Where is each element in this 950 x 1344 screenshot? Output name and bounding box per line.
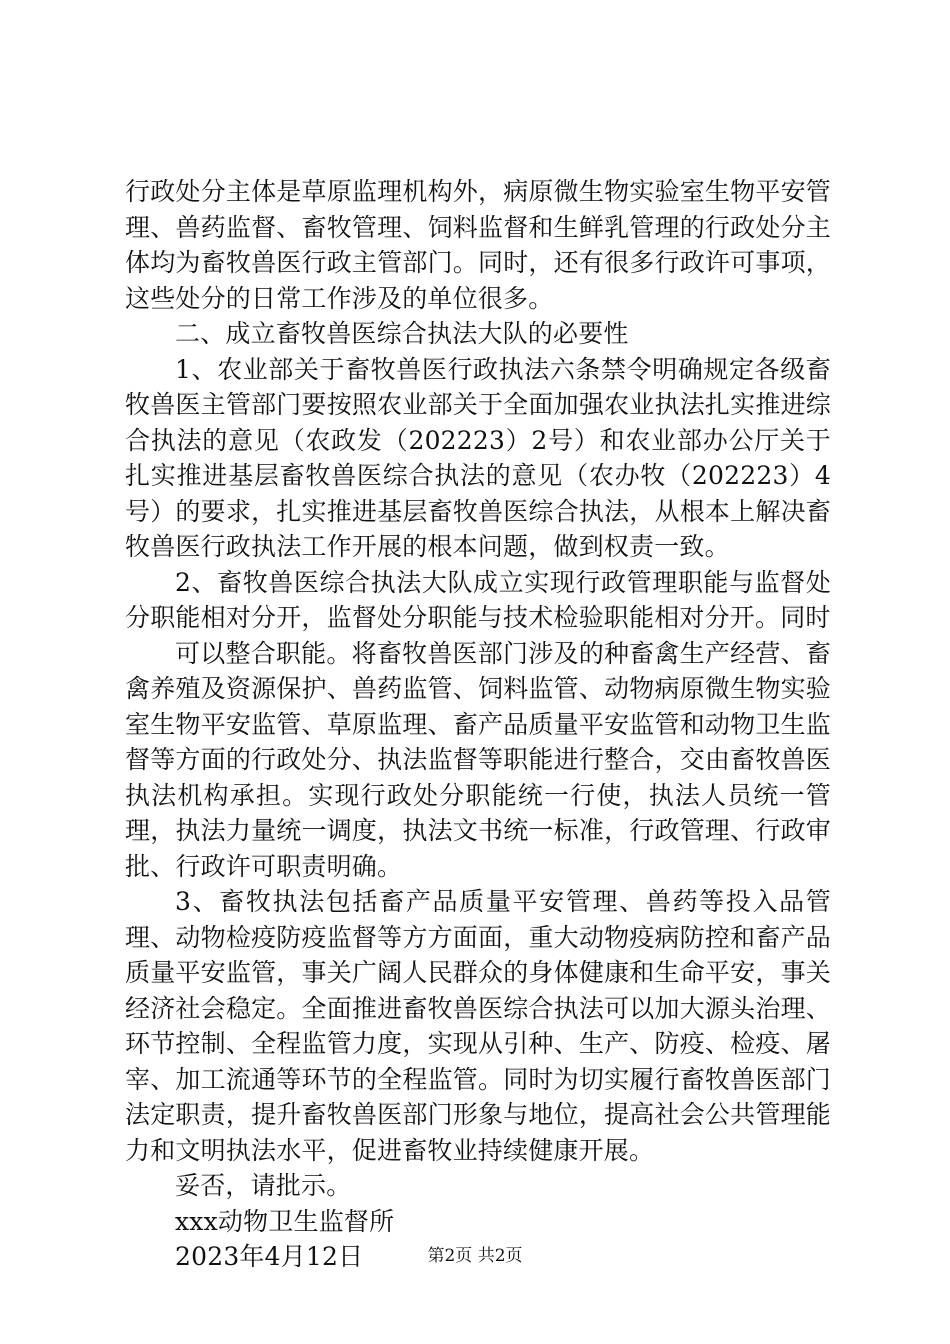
page-number-footer: 第2页 共2页 bbox=[427, 1246, 523, 1266]
section-heading: 二、成立畜牧兽医综合执法大队的必要性 bbox=[175, 319, 629, 348]
signature-org: xxx动物卫生监督所 bbox=[175, 1206, 395, 1236]
document-body bbox=[125, 174, 831, 1275]
paragraph-point-3: 3、畜牧执法包括畜产品质量平安管理、兽药等投入品管理、动物检疫防疫监督等方方面面，重大动物疫病防控和畜产品质量平安监管，事关广阔人民群众的身体健康和生命平安，事关经济社会稳定。全面推进畜牧兽医综合执法可以加大源头治理、环节控制、全程监管力度，实现从引种、生产、防疫、检疫、屠宰、加工流通等环节的全程监管。同时为切实履行畜牧兽医部门法定职责，提升畜牧兽医部门形象与地位，提高社会公共管理能力和文明执法水平，促进畜牧业持续健康开展。 bbox=[125, 887, 831, 1165]
signature-date: 2023年4月12日 bbox=[175, 1242, 364, 1271]
paragraph-continuation: 行政处分主体是草原监理机构外，病原微生物实验室生物平安管理、兽药监督、畜牧管理、饲料监督和生鲜乳管理的行政处分主体均为畜牧兽医行政主管部门。同时，还有很多行政许可事项，这些处分的日常工作涉及的单位很多。 bbox=[125, 177, 831, 313]
paragraph-point-2-continued: 可以整合职能。将畜牧兽医部门涉及的种畜禽生产经营、畜禽养殖及资源保护、兽药监管、饲料监管、动物病原微生物实验室生物平安监管、草原监理、畜产品质量平安监管和动物卫生监督等方面的行政处分、执法监督等职能进行整合，交由畜牧兽医执法机构承担。实现行政处分职能统一行使，执法人员统一管理，执法力量统一调度，执法文书统一标准，行政管理、行政审批、行政许可职责明确。 bbox=[125, 638, 831, 881]
paragraph-point-1: 1、农业部关于畜牧兽医行政执法六条禁令明确规定各级畜牧兽医主管部门要按照农业部关于全面加强农业执法扎实推进综合执法的意见（农政发（202223）2号）和农业部办公厅关于扎实推进基层畜牧兽医综合执法的意见（农办牧（202223）4号）的要求，扎实推进基层畜牧兽医综合执法，从根本上解决畜牧兽医行政执法工作开展的根本问题，做到权责一致。 bbox=[125, 354, 831, 561]
paragraph-point-2: 2、畜牧兽医综合执法大队成立实现行政管理职能与监督处分职能相对分开，监督处分职能与技术检验职能相对分开。同时 bbox=[125, 567, 831, 632]
closing-request: 妥否，请批示。 bbox=[175, 1171, 352, 1200]
